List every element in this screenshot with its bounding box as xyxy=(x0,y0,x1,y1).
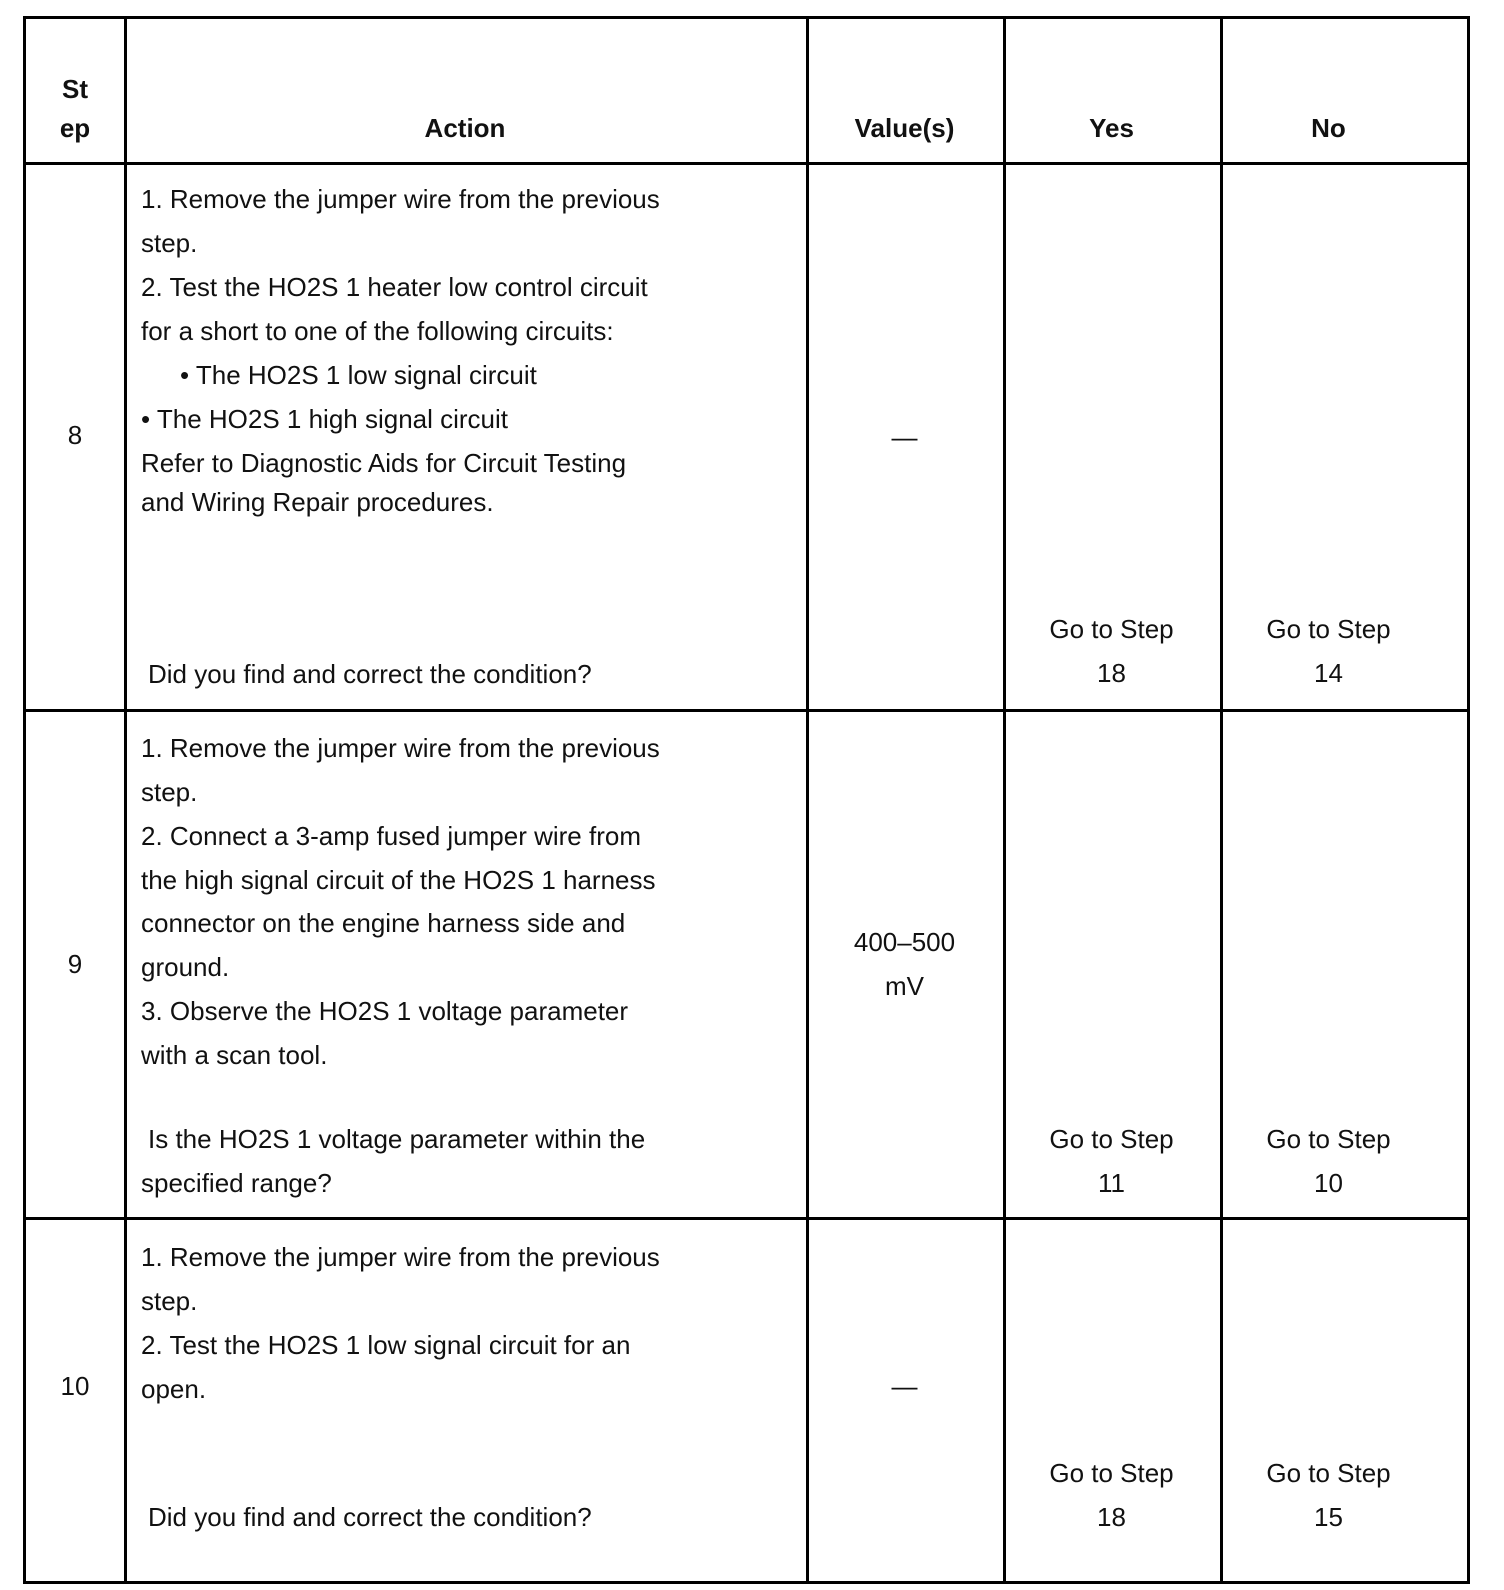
row-9-value-line2: mV xyxy=(885,971,924,1001)
header-step-line2: ep xyxy=(59,113,91,143)
row-9-action-line: connector on the engine harness side and xyxy=(141,908,626,938)
row-9-no-line1: Go to Step xyxy=(1266,1124,1391,1154)
header-values: Value(s) xyxy=(854,113,955,143)
row-8-yes-line2: 18 xyxy=(1097,658,1126,688)
row-9-action-line: the high signal circuit of the HO2S 1 harness xyxy=(141,865,656,895)
row-8-action-bullet: • The HO2S 1 low signal circuit xyxy=(180,360,537,390)
row-9-no-line2: 10 xyxy=(1314,1168,1343,1198)
row-9-step: 9 xyxy=(67,949,83,979)
row-10-yes-line2: 18 xyxy=(1097,1502,1126,1532)
row-8-action-line: and Wiring Repair procedures. xyxy=(141,487,494,517)
row-8-action-line: Refer to Diagnostic Aids for Circuit Testing xyxy=(141,448,627,478)
row-divider xyxy=(26,1217,1467,1220)
row-divider xyxy=(26,162,1467,165)
col-divider xyxy=(806,19,809,1581)
row-10-action-line: 2. Test the HO2S 1 low signal circuit for an xyxy=(141,1330,631,1360)
row-10-question: Did you find and correct the condition? xyxy=(148,1502,592,1532)
row-8-no-line1: Go to Step xyxy=(1266,614,1391,644)
row-9-action-line: 1. Remove the jumper wire from the previous xyxy=(141,733,660,763)
row-8-value: — xyxy=(891,422,918,452)
row-8-action-line: 1. Remove the jumper wire from the previous xyxy=(141,184,660,214)
row-8-action-line: step. xyxy=(141,228,198,258)
row-8-question: Did you find and correct the condition? xyxy=(148,659,592,689)
row-10-no-line2: 15 xyxy=(1314,1502,1343,1532)
col-divider xyxy=(124,19,127,1581)
col-divider xyxy=(1220,19,1223,1581)
row-8-action-line: 2. Test the HO2S 1 heater low control circuit xyxy=(141,272,648,302)
row-9-question-line2: specified range? xyxy=(141,1168,332,1198)
row-9-value-line1: 400–500 xyxy=(853,927,956,957)
row-10-no-line1: Go to Step xyxy=(1266,1458,1391,1488)
row-10-value: — xyxy=(891,1371,918,1401)
header-yes: Yes xyxy=(1089,113,1134,143)
row-9-question-line1: Is the HO2S 1 voltage parameter within the xyxy=(148,1124,646,1154)
col-divider xyxy=(1003,19,1006,1581)
row-10-action-line: 1. Remove the jumper wire from the previous xyxy=(141,1242,660,1272)
row-10-yes-line1: Go to Step xyxy=(1049,1458,1174,1488)
row-9-yes-line2: 11 xyxy=(1098,1168,1125,1198)
row-9-action-line: step. xyxy=(141,777,198,807)
row-8-action-bullet: • The HO2S 1 high signal circuit xyxy=(141,404,509,434)
header-no: No xyxy=(1311,113,1346,143)
row-9-action-line: 3. Observe the HO2S 1 voltage parameter xyxy=(141,996,629,1026)
row-8-step: 8 xyxy=(67,420,83,450)
header-action: Action xyxy=(424,113,506,143)
row-10-action-line: open. xyxy=(141,1374,207,1404)
row-9-action-line: 2. Connect a 3-amp fused jumper wire from xyxy=(141,821,641,851)
row-10-action-line: step. xyxy=(141,1286,198,1316)
header-step-line1: St xyxy=(62,74,88,104)
row-9-action-line: with a scan tool. xyxy=(141,1040,328,1070)
row-8-no-line2: 14 xyxy=(1314,658,1343,688)
row-divider xyxy=(26,709,1467,712)
row-9-yes-line1: Go to Step xyxy=(1049,1124,1174,1154)
row-10-step: 10 xyxy=(60,1371,90,1401)
row-8-yes-line1: Go to Step xyxy=(1049,614,1174,644)
row-8-action-line: for a short to one of the following circuits: xyxy=(141,316,614,346)
row-9-action-line: ground. xyxy=(141,952,230,982)
